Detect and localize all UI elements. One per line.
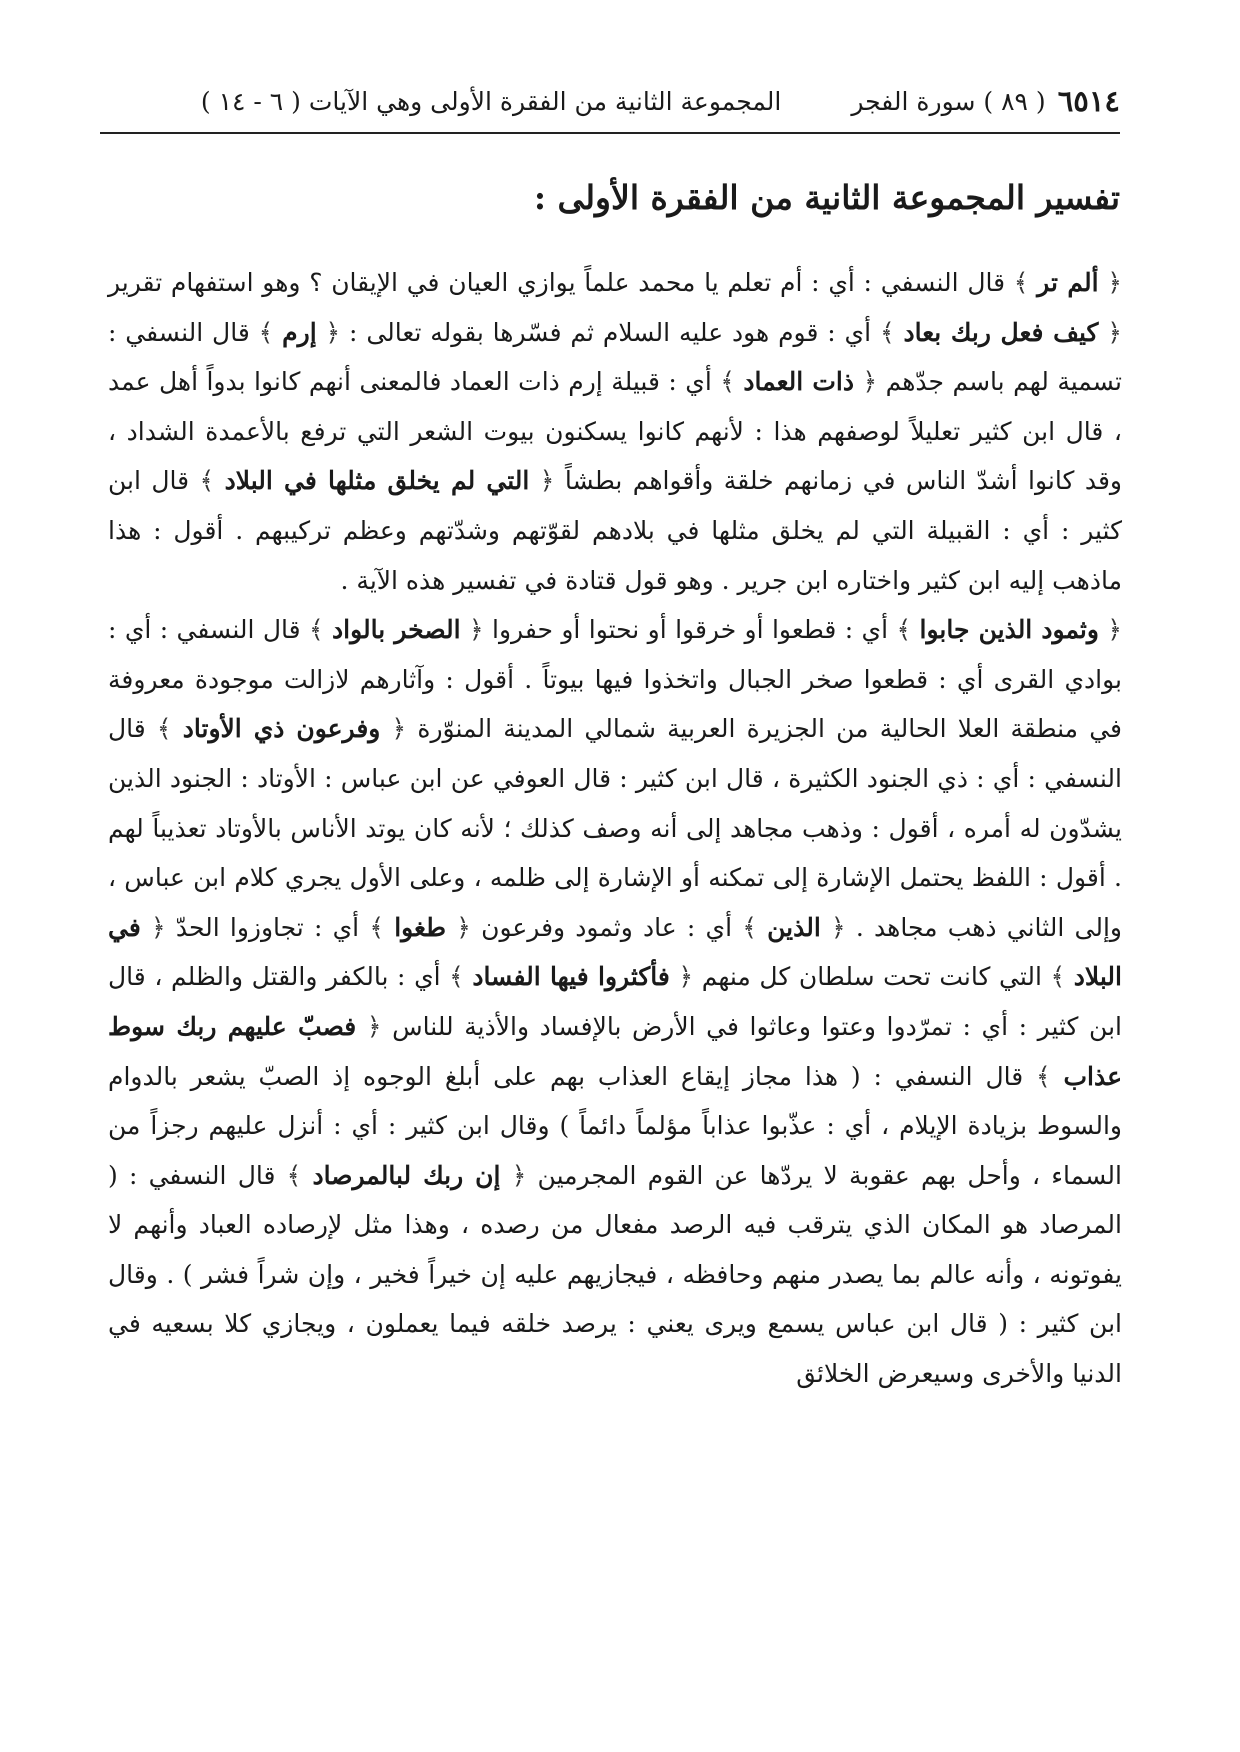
quote-bracket: ﴿ <box>446 912 471 942</box>
commentary-text: قال النسفي : أي : أم تعلم يا محمد علماً يوازي العيان في الإيقان ؟ وهو استفهام تقرير <box>108 268 1006 297</box>
quote-bracket: ﴿ <box>854 367 878 397</box>
quote-bracket: ﴿ <box>140 912 166 942</box>
section-title: تفسير المجموعة الثانية من الفقرة الأولى : <box>533 178 1120 217</box>
quran-quote: وفرعون ذي الأوتاد <box>182 714 381 744</box>
header-rule <box>100 132 1120 134</box>
commentary-text: أي : قبيلة إرم ذات العماد فالمعنى أنهم كانوا بدواً أهل عمد ، قال ابن كثير تعليلاً لوصفهم هذا : لأنهم كانوا يسكنون بيوت الشعر التي ترفع بالأعمدة الشداد ، وقد كانوا أشدّ الناس في زمانهم خلقة وأقواهم بطشاً <box>108 367 1122 496</box>
quran-quote: طغوا <box>394 912 447 942</box>
quote-bracket: ﴿ <box>529 466 555 496</box>
quote-bracket: ﴾ <box>145 714 183 744</box>
surah-name: ( ٨٩ ) سورة الفجر <box>851 86 1046 116</box>
commentary-text: أي : قوم هود عليه السلام ثم فسّرها بقوله تعالى : <box>340 317 872 347</box>
quote-bracket: ﴾ <box>189 466 225 496</box>
quran-quote: فصبّ عليهم ربك سوط عذاب <box>108 1011 1122 1091</box>
quote-bracket: ﴾ <box>359 912 395 942</box>
quran-quote: كيف فعل ربك بعاد <box>903 317 1099 347</box>
quran-quote: فأكثروا فيها الفساد <box>472 962 670 992</box>
quran-quote: وثمود الذين جابوا <box>919 615 1099 645</box>
page-header <box>100 78 1120 124</box>
commentary-text: أي : قطعوا أو خرقوا أو نحتوا أو حفروا <box>483 615 889 645</box>
commentary-text: أي : عاد وثمود وفرعون <box>470 912 733 942</box>
quote-bracket: ﴿ <box>1098 317 1122 347</box>
quran-quote: الذين <box>767 912 821 942</box>
quote-bracket: ﴿ <box>316 317 341 347</box>
quran-quote: ألم تر <box>1037 268 1099 297</box>
commentary-text: التي كانت تحت سلطان كل منهم <box>693 962 1042 992</box>
quran-quote: التي لم يخلق مثلها في البلاد <box>224 466 530 496</box>
quran-quote: إن ربك لبالمرصاد <box>312 1160 501 1190</box>
quran-quote: في البلاد <box>108 912 1122 992</box>
quote-bracket: ﴾ <box>732 912 768 942</box>
quote-bracket: ﴾ <box>871 317 904 347</box>
quote-bracket: ﴿ <box>1098 268 1122 297</box>
quran-quote: ذات العماد <box>743 367 855 397</box>
running-title: المجموعة الثانية من الفقرة الأولى وهي الآيات ( ٦ - ١٤ ) <box>200 86 782 116</box>
paragraph-1 <box>108 258 1122 605</box>
quote-bracket: ﴾ <box>275 1160 313 1190</box>
quote-bracket: ﴿ <box>460 615 484 645</box>
commentary-text: قال النسفي : تسمية لهم باسم جدّهم <box>108 317 1122 397</box>
commentary-text: قال ابن كثير : أي : القبيلة التي لم يخلق مثلها في بلادهم لقوّتهم وشدّتهم وعظم تركيبهم . أقول : هذا ماذهب إليه ابن كثير واختاره ابن جرير . وهو قول قتادة في تفسير هذه الآية . <box>108 466 1122 595</box>
commentary-text: أي : بالكفر والقتل والظلم ، قال ابن كثير : أي : تمرّدوا وعتوا وعاثوا في الأرض بالإفساد والأذية للناس <box>108 962 1122 1041</box>
quote-bracket: ﴿ <box>669 962 694 992</box>
quote-bracket: ﴿ <box>380 714 407 744</box>
commentary-text: قال النسفي : ( المرصاد هو المكان الذي يترقب فيه الرصد مفعال من رصده ، وهذا مثل لإرصاده العباد وأنهم لا يفوتونه ، وأنه عالم بما يصدر منهم وحافظه ، فيجازيهم عليه إن خيراً فخير ، وإن شراً فشر ) . وقال ابن كثير : ( قال ابن عباس يسمع ويرى يعني : يرصد خلقه فيما يعملون ، ويجازي كلا بسعيه في الدنيا والأخرى وسيعرض الخلائق <box>108 1160 1122 1389</box>
quote-bracket: ﴾ <box>711 367 744 397</box>
quote-bracket: ﴿ <box>356 1011 382 1041</box>
quote-bracket: ﴿ <box>500 1160 527 1190</box>
quote-bracket: ﴾ <box>249 317 283 347</box>
page-number: ٦٥١٤ <box>1057 84 1120 118</box>
commentary-text: أي : تجاوزوا الحدّ <box>165 912 360 942</box>
quote-bracket: ﴾ <box>1005 268 1038 297</box>
quote-bracket: ﴾ <box>1023 1061 1064 1091</box>
tafsir-body <box>108 258 1122 1399</box>
quran-quote: الصخر بالواد <box>332 615 461 645</box>
quote-bracket: ﴿ <box>1098 615 1123 645</box>
quote-bracket: ﴾ <box>440 962 473 992</box>
quote-bracket: ﴾ <box>1041 962 1074 992</box>
quote-bracket: ﴾ <box>300 615 333 645</box>
commentary-text: قال النسفي : ( هذا مجاز إيقاع العذاب بهم على أبلغ الوجوه إذ الصبّ يشعر بالدوام والسوط بزيادة الإيلام ، أي : عذّبوا عذاباً مؤلماً دائماً ) وقال ابن كثير : أي : أنزل عليهم رجزاً من السماء ، وأحل بهم عقوبة لا يردّها عن القوم المجرمين <box>108 1061 1122 1190</box>
paragraph-2 <box>108 605 1122 1399</box>
commentary-text: قال النسفي : أي : بوادي القرى أي : قطعوا صخر الجبال واتخذوا فيها بيوتاً . أقول : وآثارهم لازالت موجودة معروفة في منطقة العلا الحالية من الجزيرة العربية شمالي المدينة المنوّرة <box>108 615 1122 744</box>
quote-bracket: ﴾ <box>888 615 920 645</box>
quran-quote: إرم <box>282 317 317 347</box>
quote-bracket: ﴿ <box>820 912 846 942</box>
commentary-text: قال النسفي : أي : ذي الجنود الكثيرة ، قال ابن كثير : قال العوفي عن ابن عباس : الأوتاد : الجنود الذين يشدّون له أمره ، أقول : وذهب مجاهد إلى أنه وصف كذلك ؛ لأنه كان يوتد الأناس بالأوتاد تعذيباً لهم . أقول : اللفظ يحتمل الإشارة إلى تمكنه أو الإشارة إلى ظلمه ، وعلى الأول يجري كلام ابن عباس ، وإلى الثاني ذهب مجاهد . <box>108 714 1122 942</box>
